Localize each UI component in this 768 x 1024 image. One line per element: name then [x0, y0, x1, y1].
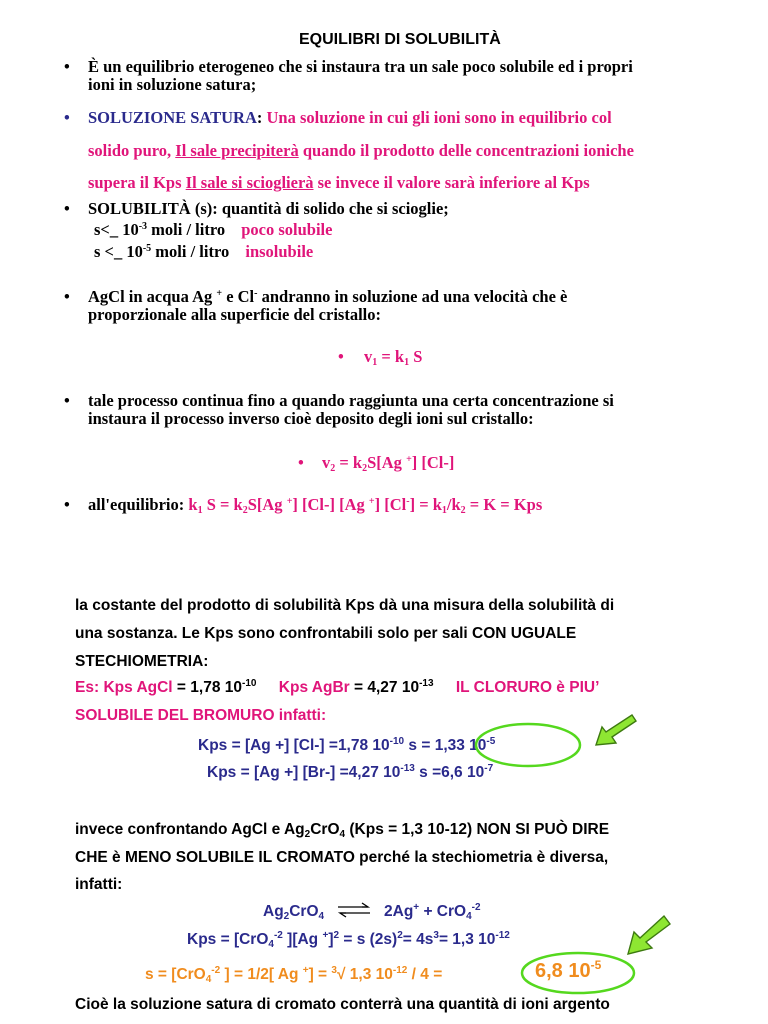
equation-v2: $v_2 = k_2S[Ag$ +] [Cl-]	[322, 453, 455, 474]
chromate-line2: CHE è MENO SOLUBILE IL CROMATO perché la stechiometria è diversa,	[75, 849, 609, 866]
kps-paragraph-line2: una sostanza. Le Kps sono confrontabili solo per sali CON UGUALE	[75, 625, 577, 642]
saturated-solution-line1: SOLUZIONE SATURA: Una soluzione in cui gli ioni sono in equilibrio col	[88, 108, 612, 127]
reaction-products: 2Ag+ + CrO$_4^{-2}$	[384, 902, 481, 922]
kps-chromate-equation: Kps = [CrO$_4^{-2}$ ][Ag +]$^2$ = s $(2s)^2= 4s^3= 1,3$ $10^{-12}$	[187, 930, 510, 950]
agcl-line2: proporzionale alla superficie del cristallo:	[88, 305, 381, 324]
page-title: EQUILIBRI DI SOLUBILITÀ	[299, 31, 501, 48]
chromate-solubility-equation: s = [CrO$_4^{-2}$ ] = 1/2[ Ag +] = $^3$√ 1,3 $10^{-12} / 4$ =	[145, 965, 443, 985]
process-line1: tale processo continua fino a quando raggiunta una certa concentrazione si	[88, 391, 614, 410]
last-line: Cioè la soluzione satura di cromato conterrà una quantità di ioni argento	[75, 996, 610, 1013]
bullet: •	[64, 199, 70, 218]
kps-paragraph-line1: la costante del prodotto di solubilità Kps dà una misura della solubilità di	[75, 597, 615, 614]
bullet: •	[64, 57, 70, 76]
bullet: •	[64, 391, 70, 410]
saturated-solution-line2: solido puro, Il sale precipiterà quando il prodotto delle concentrazioni ioniche	[88, 141, 634, 160]
agcl-line1: AgCl in acqua Ag + e Cl- andranno in soluzione ad una velocità che è	[88, 287, 568, 306]
equation-agbr: Kps = [Ag +] [Br-] =4,27 $10^{-13}$ s =6,6 $10^{-7}$	[207, 763, 494, 781]
solubility-definition: SOLUBILITÀ (s): quantità di solido che si scioglie;	[88, 199, 449, 218]
chromate-solubility-value: 6,8 $10^{-5}$	[535, 958, 602, 982]
equation-v1: $v_1 = k_1$ S	[364, 347, 423, 368]
example-line: Es: Kps AgCl = 1,78 $10^{-10}$ Kps AgBr = 4,27 $10^{-13}$ IL CLORURO è PIU’	[75, 678, 600, 696]
precipitate-phrase: Il sale precipiterà	[175, 141, 299, 160]
equilibrium-arrows-icon	[336, 901, 372, 919]
chromate-line3: infatti:	[75, 876, 123, 893]
bullet: •	[64, 287, 70, 306]
dissolve-phrase: Il sale si scioglierà	[185, 173, 314, 192]
kps-paragraph-line3: STECHIOMETRIA:	[75, 653, 209, 670]
bullet: •	[338, 347, 344, 366]
bullet1-line1: È un equilibrio eterogeneo che si instaura tra un sale poco solubile ed i propri	[88, 57, 633, 76]
agcl-solubility-value: 1,33 $10^{-5}$	[434, 736, 496, 754]
saturated-solution-line3: supera il Kps Il sale si scioglierà se invece il valore sarà inferiore al Kps	[88, 173, 590, 192]
bullet: •	[64, 495, 70, 514]
solubility-range-2: s <_ $10^{-5}$ moli / litro insolubile	[94, 242, 314, 261]
saturated-term: SOLUZIONE SATURA	[88, 108, 257, 127]
arrow-icon	[624, 912, 672, 958]
equation-agcl: Kps = [Ag +] [Cl-] =1,78 $10^{-10}$ s = 1,33 $10^{-5}$	[198, 736, 496, 754]
process-line2: instaura il processo inverso cioè deposito degli ioni sul cristallo:	[88, 409, 534, 428]
chromate-line1: invece confrontando AgCl e $Ag_2CrO_4$ (Kps = 1,3 10-12) NON SI PUÒ DIRE	[75, 821, 610, 840]
bullet: •	[64, 108, 70, 127]
solubility-range-1: s<_ $10^{-3}$ moli / litro poco solubile	[94, 220, 333, 239]
equilibrium-line: all'equilibrio: $k_1$ $S = k_2S[Ag$ +] [Cl-] [Ag +] $[Cl^-] = k_1/k_2 = K$ = Kps	[88, 495, 543, 516]
bullet: •	[298, 453, 304, 472]
example-line2: SOLUBILE DEL BROMURO infatti:	[75, 707, 327, 724]
bullet1-line2: ioni in soluzione satura;	[88, 75, 257, 94]
reaction-equation: $Ag_2CrO_4$	[263, 903, 325, 922]
arrow-icon	[592, 711, 638, 751]
